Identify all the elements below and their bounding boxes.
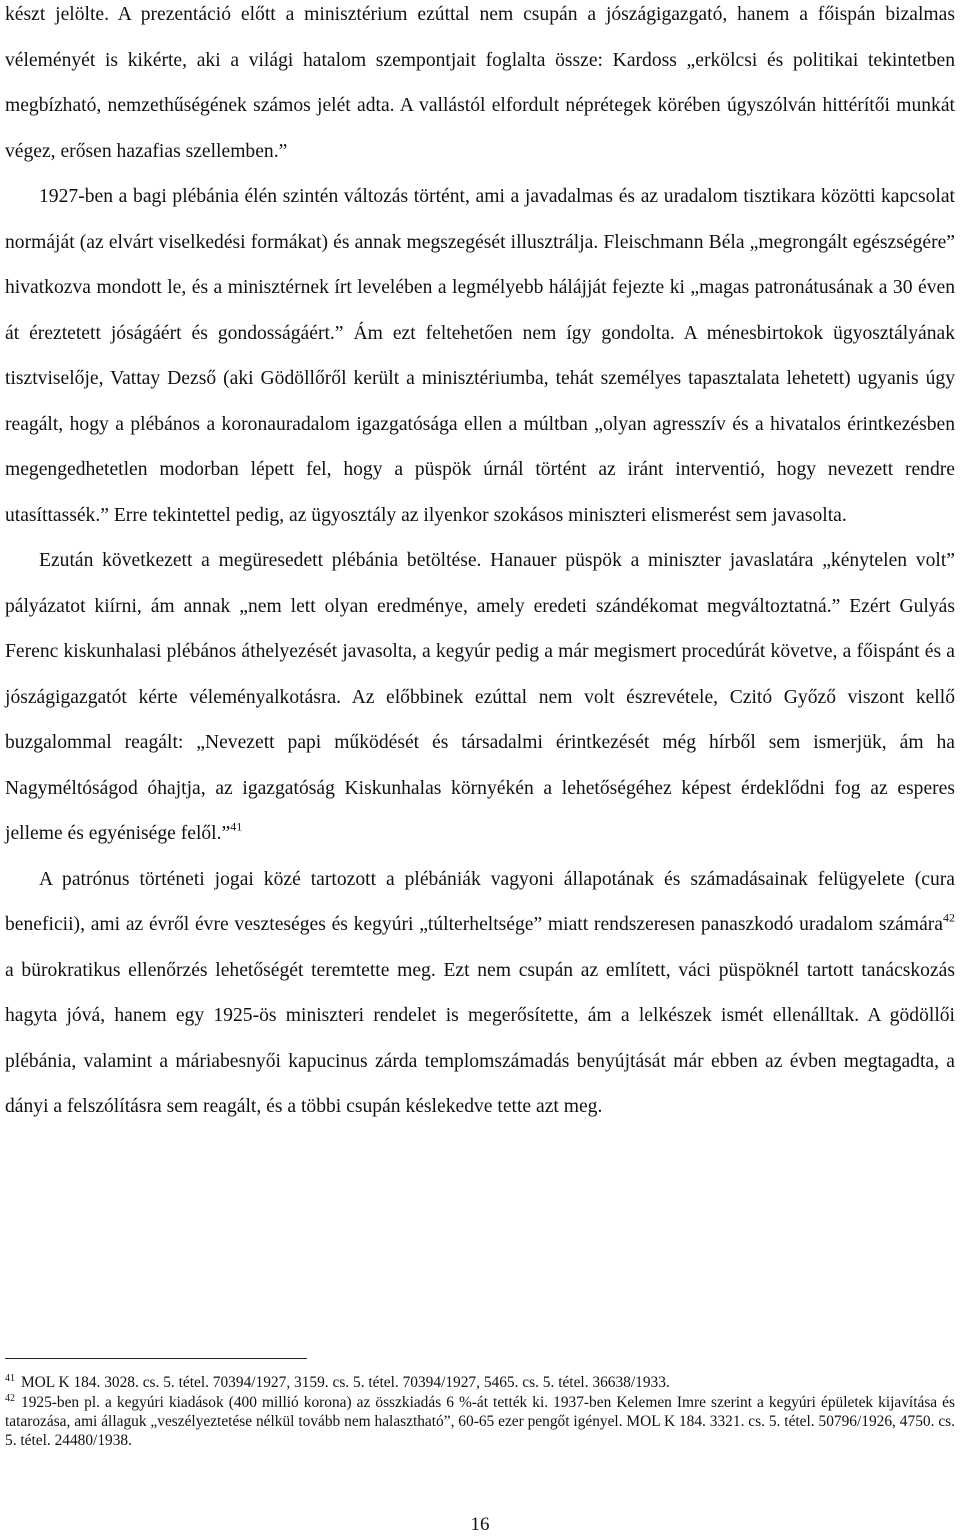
footnote-42: [5, 1393, 955, 1450]
paragraph-3-text: Ezután következett a megüresedett plébánia betöltése. Hanauer püspök a miniszter javaslatára „kénytelen volt” pályázatot kiírni, ám annak „nem lett olyan eredménye, amely eredeti szándékomat megváltoztatná.” Ezért Gulyás Ferenc kiskunhalasi plébános áthelyezését javasolta, a kegyúr pedig a már megismert procedúrát követve, a főispánt és a jószágigazgatót kérte véleményalkotásra. Az előbbinek ezúttal nem volt észrevétele, Czitó Győző viszont kellő buzgalommal reagált: „Nevezett papi működését és társadalmi érintkezését még hírből sem ismerjük, ám ha Nagyméltóságod óhajtja, az igazgatóság Kiskunhalas környékén a lehetőségéhez képest érdeklődni fog az esperes jelleme és egyénisége felől.”: [5, 550, 955, 844]
footnote-separator: [5, 1358, 307, 1359]
footnote-ref-41[interactable]: 41: [230, 819, 243, 834]
paragraph-3: [5, 538, 955, 857]
page-number: 16: [470, 1514, 490, 1535]
footnote-text: MOL K 184. 3028. cs. 5. tétel. 70394/1927, 3159. cs. 5. tétel. 70394/1927, 5465. cs. 5. tétel. 36638/1933.: [21, 1374, 670, 1391]
paragraph-4-text-b: a bürokratikus ellenőrzés lehetőségét teremtette meg. Ezt nem csupán az említett, váci püspöknél tartott tanácskozás hagyta jóvá, hanem egy 1925-ös miniszteri rendelet is megerősítette, ám a lelkészek ismét ellenálltak. A gödöllői plébánia, valamint a máriabesnyői kapucinus zárda templomszámadás benyújtását már ebben az évben megtagadta, a dányi a felszólításra sem reagált, és a többi csupán késlekedve tette azt meg.: [5, 959, 955, 1117]
paragraph-2: 1927-ben a bagi plébánia élén szintén változás történt, ami a javadalmas és az uradalom tisztikara közötti kapcsolat normáját (az elvárt viselkedési formákat) és annak megszegését illusztrálja. Fleischmann Béla „megrongált egészségére” hivatkozva mondott le, és a minisztérnek írt levelében a legmélyebb hálájját fejezte ki „magas patronátusának a 30 éven át éreztetett jóságáért és gondosságáért.” Ám ezt feltehetően nem így gondolta. A ménesbirtokok ügyosztályának tisztviselője, Vattay Dezső (aki Gödöllőről került a minisztériumba, tehát személyes tapasztalata lehetett) ugyanis úgy reagált, hogy a plébános a koronauradalom igazgatósága ellen a múltban „olyan agresszív és a hivatalos érintkezésben megengedhetetlen modorban lépett fel, hogy a püspök úrnál történt az iránt interventió, hogy nevezett rendre utasíttassék.” Erre tekintettel pedig, az ügyosztály az ilyenkor szokásos miniszteri elismerést sem javasolta.: [5, 186, 955, 526]
paragraph-1: készt jelölte. A prezentáció előtt a minisztérium ezúttal nem csupán a jószágigazgató, hanem a főispán bizalmas véleményét is kikérte, aki a világi hatalom szempontjait foglalta össze: Kardoss „erkölcsi és politikai tekintetben megbízható, nemzethűségének számos jelét adta. A vallástól elfordult néprétegek körében úgyszólván hittérítői munkát végez, erősen hazafias szellemben.”: [5, 4, 955, 162]
footnote-text: 1925-ben pl. a kegyúri kiadások (400 millió korona) az összkiadás 6 %-át tették ki. 1937-ben Kelemen Imre szerint a kegyúri épületek kijavítása és tatarozása, ami állaguk „veszélyeztetése nélkül tovább nem halasztható”, 60-65 ezer pengőt igényel. MOL K 184. 3321. cs. 5. tétel. 50796/1926, 4750. cs. 5. tétel. 24480/1938.: [5, 1394, 955, 1449]
paragraph-4-text-a: A patrónus történeti jogai közé tartozott a plébániák vagyoni állapotának és számadásainak felügyelete (cura beneficii), ami az évről évre veszteséges és kegyúri „túlterheltsége” miatt rendszeresen panaszkodó uradalom számára: [5, 868, 955, 935]
footnotes: [5, 1373, 955, 1451]
paragraph-4: [5, 857, 955, 1130]
footnote-41: [5, 1373, 955, 1392]
footnote-number: 41: [5, 1373, 15, 1384]
document-body: [5, 0, 955, 1130]
footnote-number: 42: [5, 1393, 15, 1404]
footnote-ref-42[interactable]: 42: [943, 910, 955, 925]
